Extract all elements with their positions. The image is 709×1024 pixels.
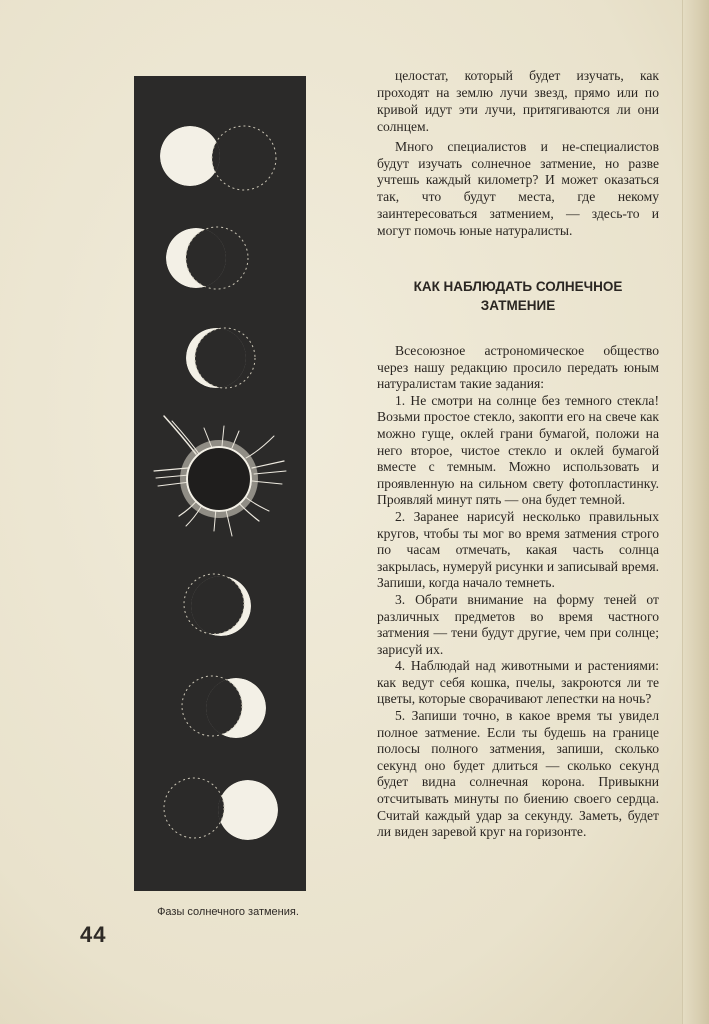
paragraph: 1. Не смотри на солнце без темного стекла! Возьми простое стекло, закопти его на свече как можно гуще, оклей грани бумагой, положи на него второе, чистое стекло и оклей бумагой вместе с темным. Можно использовать и проявленную на сильном свету фотопластинку. Проявляй минут пять — она будет темной. (377, 392, 659, 508)
intro-text (377, 68, 659, 240)
page-edge (682, 0, 709, 1024)
sun-corona-icon (154, 416, 286, 536)
paragraph: 5. Запиши точно, в какое время ты увидел полное затмение. Если ты будешь на границе полосы полного затмения, запиши, сколько секунд оно будет длиться — сколько секунд будет видна солнечная корона. Привыкни отсчитывать минуты по биению своего сердца. Считай каждый удар за секунду. Заметь, будет ли виден заревой круг на горизонте. (377, 708, 659, 840)
instructions-text (377, 343, 659, 841)
sun-crescent-icon (182, 676, 266, 738)
sun-crescent-icon (164, 778, 278, 840)
eclipse-phases-illustration (134, 76, 306, 891)
sun-crescent-icon (166, 227, 248, 289)
paragraph: целостат, который будет изучать, как проходят на землю лучи звезд, прямо или по кривой идут эти лучи, притягиваются ли они солнцем. (377, 68, 659, 134)
sun-crescent-icon (184, 574, 251, 636)
paragraph: Много специалистов и не-специалистов будут изучать солнечное затмение, но разве учтешь каждый километр? И может оказаться так, что будут места, где некому заинтересоваться затмением, — здесь-то и могут помочь юные натуралисты. (377, 138, 659, 239)
paragraph: Всесоюзное астрономическое общество через нашу редакцию просило передать юным натуралистам такие задания: (377, 343, 659, 392)
paragraph: 4. Наблюдай над животными и растениями: как ведут себя кошка, пчелы, закроются ли те цветы, которые сворачивают лепестки на ночь? (377, 658, 659, 707)
paragraph: 2. Заранее нарисуй несколько правильных кругов, чтобы ты мог во время затмения строго по часам отмечать, какая часть солнца закрылась, нумеруй рисунки и записывай время. Запиши, когда начало темнеть. (377, 508, 659, 591)
sun-crescent-icon (160, 126, 276, 190)
page-number: 44 (80, 922, 107, 947)
section-heading: КАК НАБЛЮДАТЬ СОЛНЕЧНОЕ ЗАТМЕНИЕ (413, 279, 623, 313)
figure-caption: Фазы солнечного затмения. (157, 906, 299, 918)
paragraph: 3. Обрати внимание на форму теней от различных предметов во время частного затмения — тени будут другие, чем при солнце; зарисуй их. (377, 591, 659, 657)
sun-crescent-icon (186, 328, 255, 388)
